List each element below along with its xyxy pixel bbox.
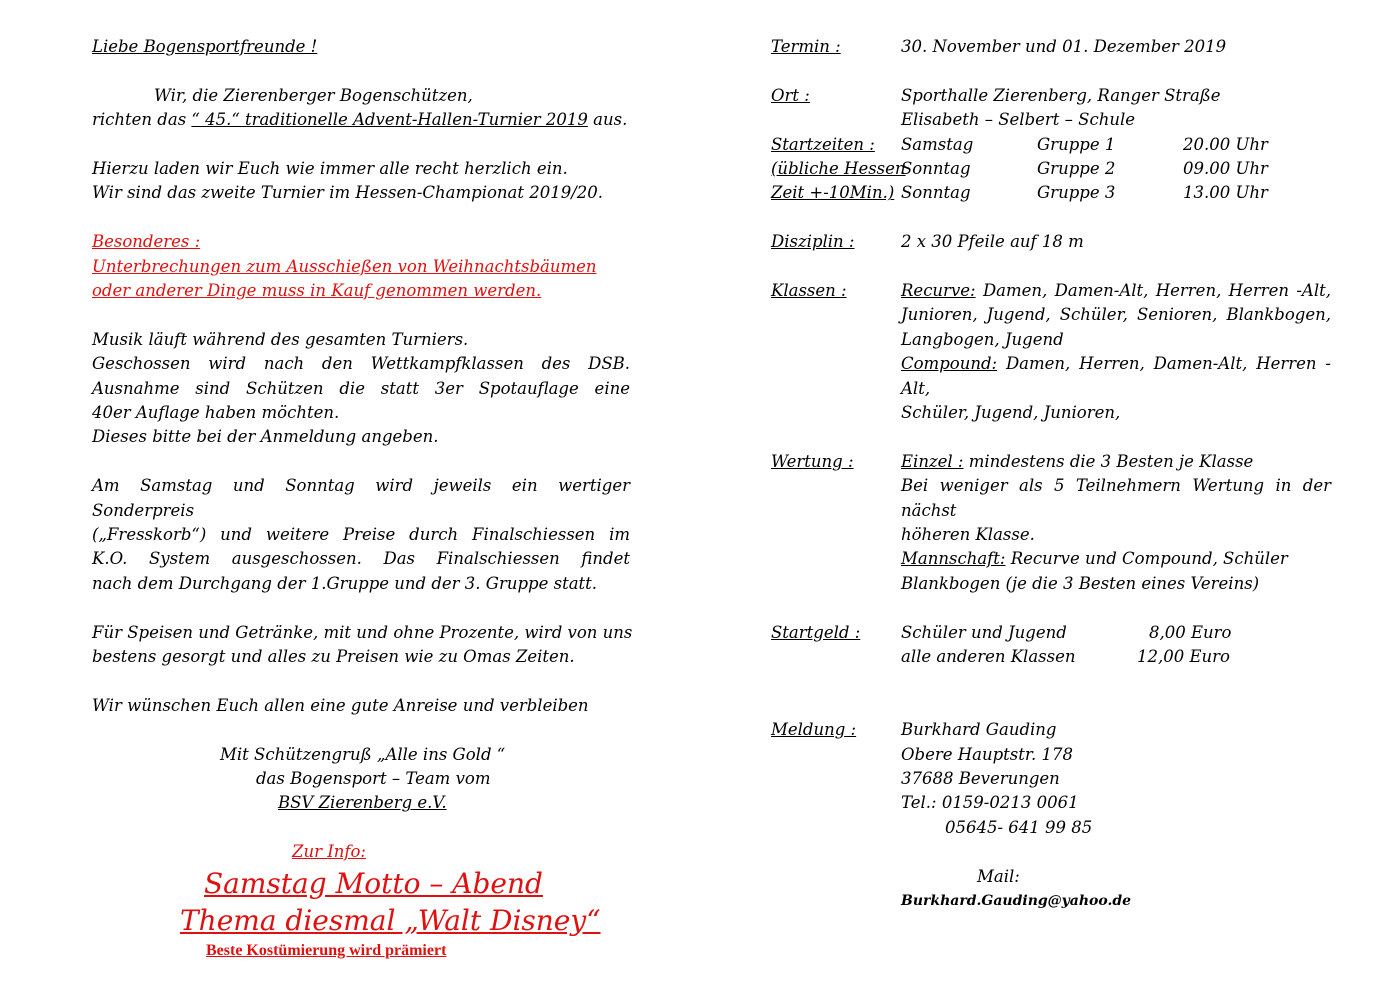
start-label-1: Startzeiten : — [771, 134, 875, 154]
food-line-1: Für Speisen und Getränke, mit und ohne Prozente, wird von uns — [92, 622, 633, 642]
special-line-1: Unterbrechungen zum Ausschießen von Weihnachtsbäumen — [92, 256, 597, 276]
contact-name: Burkhard Gauding — [901, 720, 1057, 740]
ort-label: Ort : — [771, 85, 810, 105]
termin-row — [771, 35, 1331, 59]
compound-line-2: Schüler, Jugend, Junioren, — [901, 403, 1121, 423]
start-row-3 — [771, 181, 1331, 205]
contact-tel-2: 05645- 641 99 85 — [945, 817, 1093, 837]
fee-amount: 8,00 Euro — [1149, 622, 1232, 642]
details-column — [771, 35, 1331, 914]
wertung-line-3: höheren Klasse. — [901, 525, 1035, 545]
intro-line-2: richten das “ 45.“ traditionelle Advent-Hallen-Turnier 2019 aus. — [92, 110, 628, 130]
prize-line-4: nach dem Durchgang der 1.Gruppe und der 3. Gruppe statt. — [92, 573, 598, 593]
startgeld-label: Startgeld : — [771, 622, 861, 642]
contact-tel-1: Tel.: 0159-0213 0061 — [901, 793, 1079, 813]
music-line-5: Dieses bitte bei der Anmeldung angeben. — [92, 427, 439, 447]
mannschaft-label: Mannschaft: — [901, 549, 1006, 569]
recurve-line-1: Recurve: Damen, Damen-Alt, Herren, Herren -Alt, — [901, 281, 1331, 301]
fee-class: alle anderen Klassen — [901, 647, 1076, 667]
food-line-2: bestens gesorgt und alles zu Preisen wie zu Omas Zeiten. — [92, 647, 575, 667]
disziplin-value: 2 x 30 Pfeile auf 18 m — [901, 232, 1084, 252]
invite-line-1: Hierzu laden wir Euch wie immer alle recht herzlich ein. — [92, 159, 568, 178]
motto-line-2: Thema diesmal „Walt Disney“ — [180, 903, 601, 937]
wish-line: Wir wünschen Euch allen eine gute Anreise und verbleiben — [92, 695, 589, 715]
invite-line-2: Wir sind das zweite Turnier im Hessen-Championat 2019/20. — [92, 183, 604, 203]
music-line-4: 40er Auflage haben möchten. — [92, 403, 340, 423]
start-day: Samstag — [901, 134, 974, 154]
termin-value: 30. November und 01. Dezember 2019 — [901, 37, 1227, 56]
special-title: Besonderes : — [92, 232, 201, 252]
start-time: 13.00 Uhr — [1183, 183, 1268, 203]
sign-line-3 — [92, 791, 630, 815]
startgeld-row — [771, 621, 1331, 670]
start-day: Sonntag — [901, 183, 971, 203]
termin-label: Termin : — [771, 37, 841, 56]
greeting: Liebe Bogensportfreunde ! — [92, 37, 318, 56]
music-line-1: Musik läuft während des gesamten Turniers. — [92, 329, 469, 349]
wertung-line-5: Blankbogen (je die 3 Besten eines Vereins) — [901, 573, 1260, 593]
start-day: Sonntag — [901, 159, 971, 179]
compound-label: Compound: — [901, 354, 998, 374]
costume-line: Beste Kostümierung wird prämiert — [206, 941, 447, 959]
recurve-label: Recurve: — [901, 281, 976, 301]
ort-line-2: Elisabeth – Selbert – Schule — [901, 110, 1135, 130]
disziplin-row — [771, 230, 1331, 254]
prize-line-3: K.O. System ausgeschossen. Das Finalschiessen findet — [92, 549, 630, 569]
recurve-line-2: Junioren, Jugend, Schüler, Senioren, Blankbogen, — [901, 305, 1331, 325]
start-group: Gruppe 1 — [1037, 134, 1116, 154]
contact-city: 37688 Beverungen — [901, 769, 1060, 789]
klassen-row — [771, 279, 1331, 425]
start-row-1 — [771, 133, 1331, 157]
prize-line-2: („Fresskorb“) und weitere Preise durch Finalschiessen im — [92, 525, 630, 545]
ort-row — [771, 84, 1331, 108]
invitation-column — [92, 35, 633, 963]
compound-line-1: Compound: Damen, Herren, Damen-Alt, Herren -Alt, — [901, 354, 1331, 398]
contact-street: Obere Hauptstr. 178 — [901, 744, 1073, 764]
fee-amount: 12,00 Euro — [1137, 647, 1230, 667]
music-line-2: Geschossen wird nach den Wettkampfklassen des DSB. — [92, 354, 630, 374]
einzel-label: Einzel : — [901, 451, 964, 471]
start-time: 20.00 Uhr — [1183, 134, 1268, 154]
start-label-2: (übliche Hessen — [771, 159, 906, 179]
motto-line-1: Samstag Motto – Abend — [204, 866, 543, 900]
special-line-2: oder anderer Dinge muss in Kauf genommen werden. — [92, 281, 542, 301]
start-row-2 — [771, 157, 1331, 181]
wertung-line-2: Bei weniger als 5 Teilnehmern Wertung in der nächst — [901, 476, 1331, 520]
start-time: 09.00 Uhr — [1183, 159, 1268, 179]
fee-class: Schüler und Jugend — [901, 622, 1067, 642]
start-group: Gruppe 2 — [1037, 159, 1116, 179]
info-title: Zur Info: — [292, 842, 366, 862]
klassen-label: Klassen : — [771, 281, 847, 301]
meldung-row — [771, 718, 1331, 913]
einzel-line: Einzel : mindestens die 3 Besten je Klasse — [901, 451, 1254, 471]
mail-address[interactable]: Burkhard.Gauding@yahoo.de — [901, 893, 1132, 910]
wertung-label: Wertung : — [771, 451, 854, 471]
intro-line-1: Wir, die Zierenberger Bogenschützen, — [154, 85, 473, 105]
prize-line-1: Am Samstag und Sonntag wird jeweils ein wertiger Sonderpreis — [92, 476, 630, 520]
meldung-label: Meldung : — [771, 720, 857, 740]
wertung-row — [771, 450, 1331, 596]
ort-line-1: Sporthalle Zierenberg, Ranger Straße — [901, 85, 1221, 105]
start-label-3: Zeit +-10Min.) — [771, 183, 895, 203]
mannschaft-line: Mannschaft: Recurve und Compound, Schüler — [901, 549, 1288, 569]
tournament-edition: “ 45.“ traditionelle Advent-Hallen-Turnier 2019 — [191, 110, 588, 130]
mail-label: Mail: — [977, 866, 1020, 886]
sign-line-2: das Bogensport – Team vom — [256, 769, 491, 789]
disziplin-label: Disziplin : — [771, 232, 855, 252]
club-name: BSV Zierenberg e.V. — [278, 793, 447, 813]
music-line-3: Ausnahme sind Schützen die statt 3er Spotauflage eine — [92, 378, 630, 398]
sign-line-1: Mit Schützengruß „Alle ins Gold “ — [220, 744, 506, 764]
start-group: Gruppe 3 — [1037, 183, 1116, 203]
recurve-line-3: Langbogen, Jugend — [901, 329, 1064, 349]
